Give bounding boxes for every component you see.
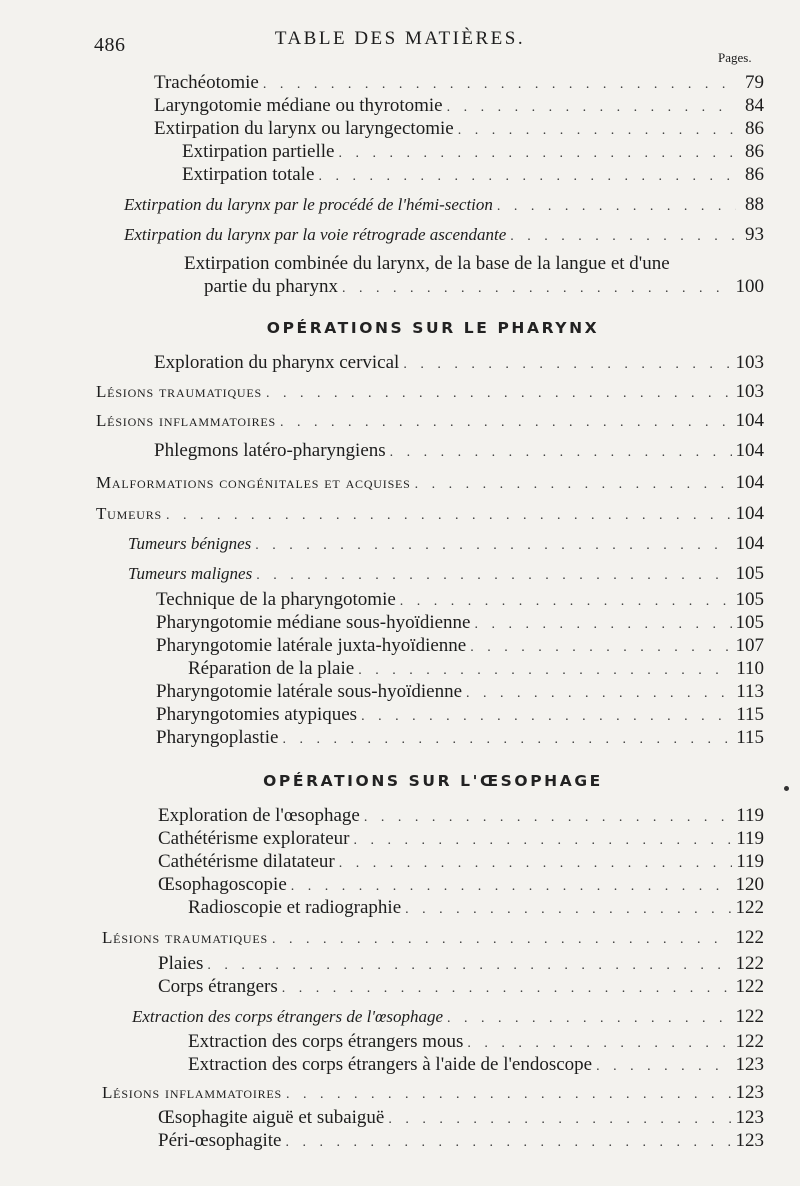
toc-entry-title: Tumeurs — [96, 504, 162, 523]
leader-dots — [510, 226, 736, 248]
toc-entry-title: Cathétérisme dilatateur — [158, 851, 335, 872]
toc-entry — [156, 589, 764, 613]
toc-entry-page: 104 — [735, 472, 764, 493]
toc-entry — [156, 635, 764, 659]
toc-entry — [182, 141, 764, 165]
toc-entry — [96, 503, 764, 527]
leader-dots — [282, 729, 732, 751]
leader-dots — [338, 143, 736, 165]
toc-entry-title: Extraction des corps étrangers à l'aide de l'endoscope — [188, 1054, 593, 1075]
toc-entry — [188, 1031, 764, 1055]
toc-entry-title: Péri-œsophagite — [158, 1130, 282, 1151]
section-heading-pharynx: OPÉRATIONS SUR LE PHARYNX — [266, 319, 600, 337]
toc-entry — [156, 681, 764, 705]
leader-dots — [280, 412, 731, 434]
toc-entry — [158, 976, 764, 1000]
toc-entry — [96, 472, 764, 496]
toc-entry-title: Tumeurs bénignes — [128, 534, 252, 553]
leader-dots — [266, 383, 732, 405]
toc-entry — [96, 381, 764, 405]
leader-dots — [318, 166, 736, 188]
toc-entry-page: 122 — [735, 1031, 764, 1052]
toc-entry-title: partie du pharynx — [204, 276, 339, 297]
toc-entry-page: 123 — [735, 1082, 764, 1103]
leader-dots — [390, 442, 732, 464]
toc-entry — [132, 1006, 764, 1030]
toc-entry-page: 104 — [735, 533, 764, 554]
leader-dots — [361, 706, 732, 728]
leader-dots — [388, 1109, 731, 1131]
leader-dots — [291, 876, 732, 898]
toc-entry-page: 105 — [735, 612, 764, 633]
toc-entry — [128, 533, 764, 557]
toc-entry — [158, 805, 764, 829]
leader-dots — [255, 535, 731, 557]
toc-entry-title: Œsophagoscopie — [158, 874, 287, 895]
toc-entry-page: 86 — [745, 141, 764, 162]
toc-entry-page: 79 — [745, 72, 764, 93]
leader-dots — [415, 474, 732, 496]
toc-entry-page: 107 — [735, 635, 764, 656]
toc-entry-title: Lésions inflammatoires — [102, 1083, 283, 1102]
toc-entry — [154, 118, 764, 142]
toc-entry-title: Trachéotomie — [154, 72, 259, 93]
toc-entry — [128, 563, 764, 587]
toc-entry-page: 84 — [745, 95, 764, 116]
page-number: 486 — [94, 34, 126, 56]
toc-entry-title: Lésions traumatiques — [102, 928, 268, 947]
toc-entry-page: 122 — [735, 1006, 764, 1027]
toc-entry-page: 123 — [735, 1054, 764, 1075]
ink-speck — [784, 786, 789, 791]
leader-dots — [596, 1056, 731, 1078]
toc-entry — [154, 352, 764, 376]
toc-entry-title: Extirpation du larynx par la voie rétrograde ascendante — [124, 225, 507, 244]
toc-entry-page: 122 — [735, 927, 764, 948]
leader-dots — [166, 505, 732, 527]
section-heading-oesophage: OPÉRATIONS SUR L'ŒSOPHAGE — [263, 772, 603, 790]
toc-entry-title: Extraction des corps étrangers de l'œsophage — [132, 1007, 444, 1026]
leader-dots — [286, 1084, 731, 1106]
toc-entry-page: 123 — [735, 1130, 764, 1151]
toc-entry-page: 113 — [736, 681, 764, 702]
toc-entry-title: Pharyngotomies atypiques — [156, 704, 358, 725]
toc-entry — [124, 194, 764, 218]
toc-entry — [158, 828, 764, 852]
toc-entry-title: Lésions inflammatoires — [96, 411, 277, 430]
leader-dots — [282, 978, 732, 1000]
leader-dots — [405, 899, 731, 921]
toc-entry-title: Phlegmons latéro-pharyngiens — [154, 440, 386, 461]
leader-dots — [447, 97, 736, 119]
toc-entry — [96, 410, 764, 434]
toc-entry-title: Lésions traumatiques — [96, 382, 262, 401]
toc-entry-title: Laryngotomie médiane ou thyrotomie — [154, 95, 443, 116]
toc-entry-page: 88 — [745, 194, 764, 215]
toc-entry-title: Tumeurs malignes — [128, 564, 253, 583]
toc-entry-title: Exploration du pharynx cervical — [154, 352, 400, 373]
toc-entry — [154, 440, 764, 464]
toc-entry-page: 104 — [735, 440, 764, 461]
toc-entry-title: Malformations congénitales et acquises — [96, 473, 411, 492]
toc-entry — [188, 897, 764, 921]
toc-entry-page: 103 — [735, 352, 764, 373]
toc-entry-page: 115 — [736, 704, 764, 725]
toc-entry — [158, 851, 764, 875]
toc-entry-page: 103 — [735, 381, 764, 402]
leader-dots — [272, 929, 732, 951]
toc-entry — [102, 1082, 764, 1106]
leader-dots — [403, 354, 731, 376]
toc-entry-title: Pharyngoplastie — [156, 727, 279, 748]
toc-entry-page: 104 — [735, 410, 764, 431]
toc-entry-page: 93 — [745, 224, 764, 245]
leader-dots — [470, 637, 731, 659]
running-title: TABLE DES MATIÈRES. — [274, 28, 526, 49]
toc-entry-title: Extirpation partielle — [182, 141, 335, 162]
leader-dots — [467, 1033, 731, 1055]
toc-entry-title: Corps étrangers — [158, 976, 278, 997]
toc-entry — [188, 658, 764, 682]
toc-entry-page: 120 — [735, 874, 764, 895]
toc-entry-page: 86 — [745, 118, 764, 139]
leader-dots — [263, 74, 736, 96]
leader-dots — [497, 196, 736, 218]
toc-entry — [182, 164, 764, 188]
toc-entry — [204, 276, 764, 300]
toc-entry-title: Extraction des corps étrangers mous — [188, 1031, 464, 1052]
toc-entry — [154, 72, 764, 96]
toc-entry-page: 119 — [736, 828, 764, 849]
toc-entry-page: 122 — [735, 976, 764, 997]
leader-dots — [207, 955, 731, 977]
toc-entry — [158, 874, 764, 898]
toc-entry — [158, 953, 764, 977]
toc-entry-page: 100 — [735, 276, 764, 297]
toc-entry — [188, 1054, 764, 1078]
toc-entry-title: Radioscopie et radiographie — [188, 897, 402, 918]
toc-entry — [156, 727, 764, 751]
toc-entry-page: 122 — [735, 897, 764, 918]
toc-entry-page: 105 — [735, 589, 764, 610]
toc-entry — [156, 612, 764, 636]
leader-dots — [400, 591, 732, 613]
leader-dots — [466, 683, 732, 705]
leader-dots — [475, 614, 732, 636]
toc-entry-title: Exploration de l'œsophage — [158, 805, 360, 826]
toc-entry-page: 119 — [736, 851, 764, 872]
toc-entry-page: 115 — [736, 727, 764, 748]
toc-entry-title: Technique de la pharyngotomie — [156, 589, 396, 610]
leader-dots — [342, 278, 731, 300]
leader-dots — [339, 853, 732, 875]
leader-dots — [285, 1132, 731, 1154]
toc-entry-title: Pharyngotomie médiane sous-hyoïdienne — [156, 612, 471, 633]
toc-entry-page: 119 — [736, 805, 764, 826]
toc-entry-page: 104 — [735, 503, 764, 524]
toc-entry — [102, 927, 764, 951]
toc-entry-title: Pharyngotomie latérale sous-hyoïdienne — [156, 681, 463, 702]
toc-entry-page: 110 — [736, 658, 764, 679]
leader-dots — [364, 807, 732, 829]
toc-entry-title: Extirpation du larynx ou laryngectomie — [154, 118, 454, 139]
toc-entry-title: Extirpation combinée du larynx, de la base de la langue et d'une — [184, 253, 670, 274]
toc-entry-title: Extirpation totale — [182, 164, 315, 185]
toc-entry-page: 123 — [735, 1107, 764, 1128]
toc-entry — [156, 704, 764, 728]
leader-dots — [458, 120, 736, 142]
toc-entry — [154, 95, 764, 119]
toc-entry-page: 122 — [735, 953, 764, 974]
toc-entry-title: Pharyngotomie latérale juxta-hyoïdienne — [156, 635, 467, 656]
toc-entry — [158, 1130, 764, 1154]
leader-dots — [354, 830, 733, 852]
toc-entry — [158, 1107, 764, 1131]
leader-dots — [358, 660, 732, 682]
leader-dots — [256, 565, 731, 587]
pages-column-label: Pages. — [718, 50, 752, 65]
leader-dots — [447, 1008, 731, 1030]
toc-entry — [124, 224, 764, 248]
toc-entry-title: Extirpation du larynx par le procédé de l'hémi-section — [124, 195, 493, 214]
toc-entry-page: 86 — [745, 164, 764, 185]
toc-entry-title: Cathétérisme explorateur — [158, 828, 350, 849]
toc-entry-title: Œsophagite aiguë et subaiguë — [158, 1107, 385, 1128]
toc-entry-title: Réparation de la plaie — [188, 658, 355, 679]
toc-entry-title: Plaies — [158, 953, 204, 974]
toc-entry-page: 105 — [735, 563, 764, 584]
